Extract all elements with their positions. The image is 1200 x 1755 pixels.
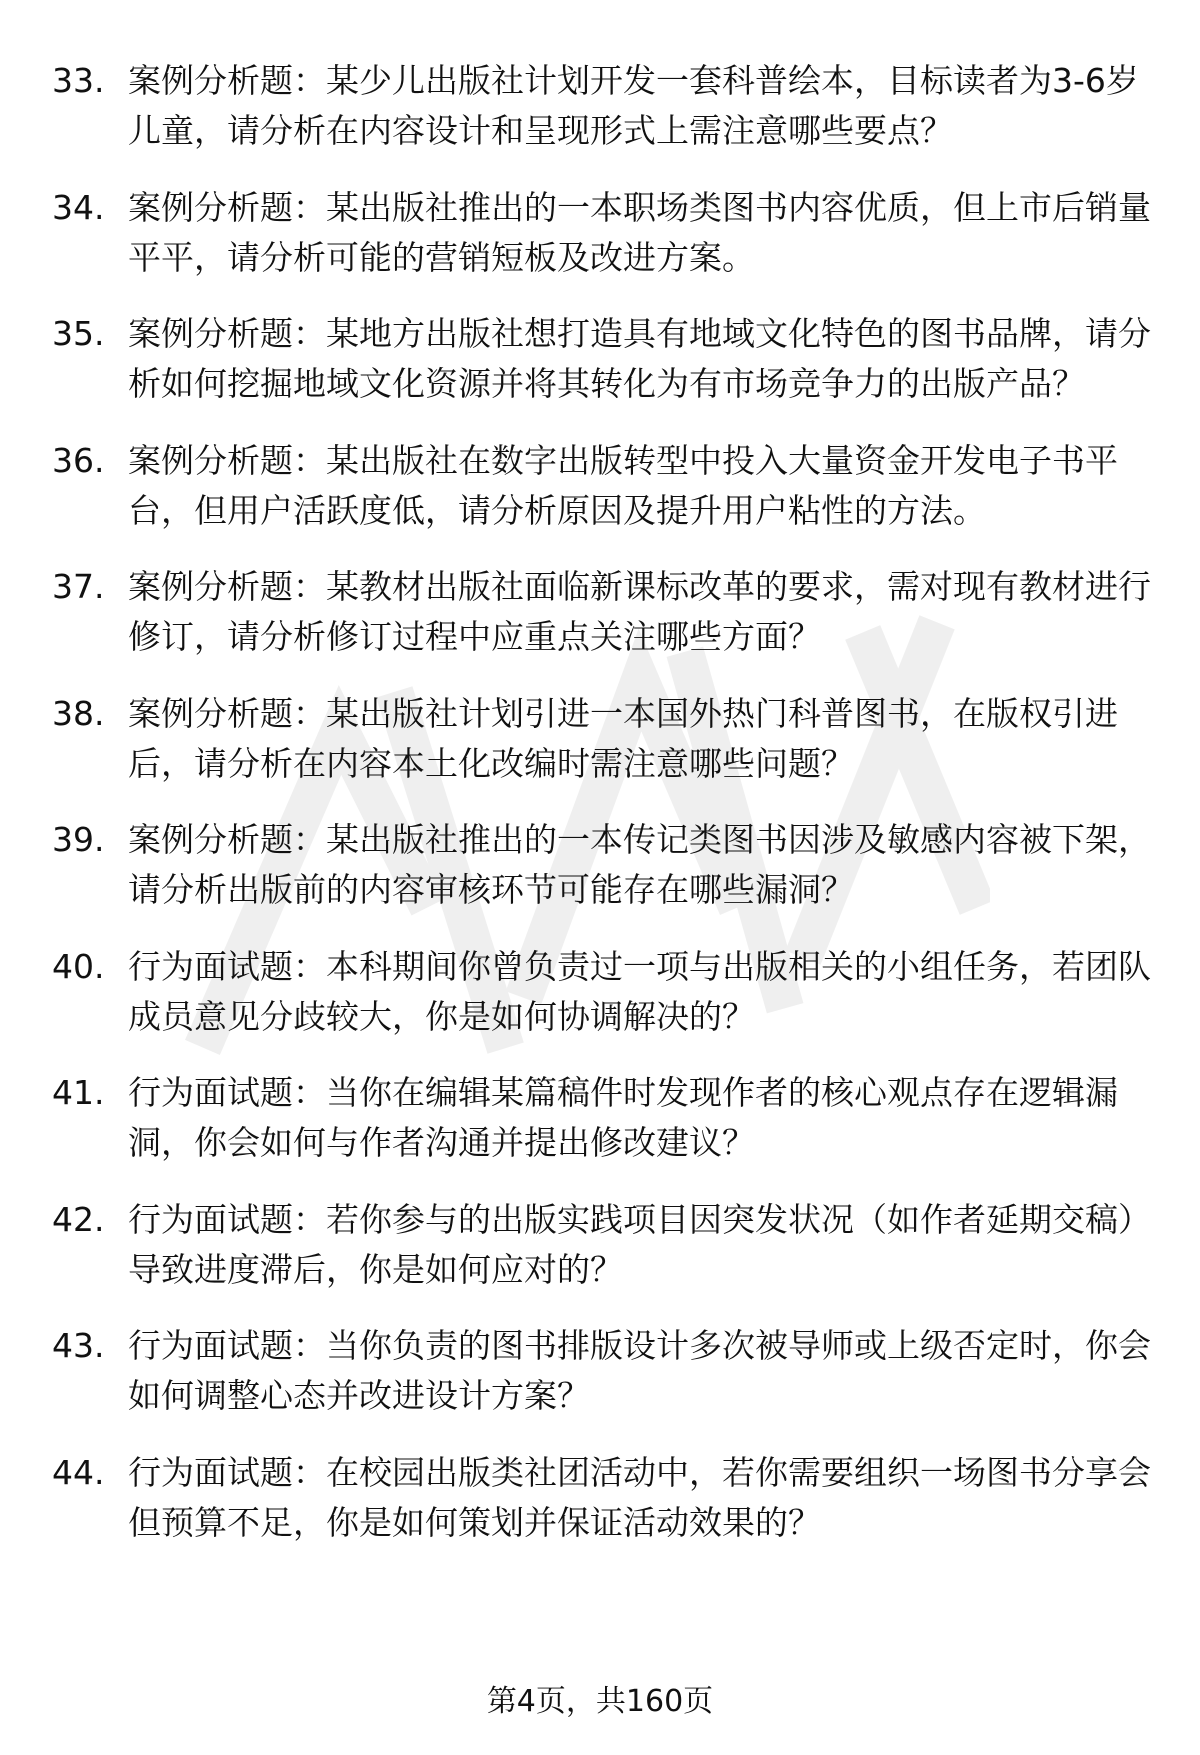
- question-text: 案例分析题：某出版社在数字出版转型中投入大量资金开发电子书平台，但用户活跃度低，请分析原因及提升用户粘性的方法。: [128, 440, 1118, 530]
- question-item: [52, 1195, 1152, 1295]
- question-text: 行为面试题：若你参与的出版实践项目因突发状况（如作者延期交稿）导致进度滞后，你是如何应对的？: [128, 1199, 1151, 1289]
- question-text: 案例分析题：某出版社计划引进一本国外热门科普图书，在版权引进后，请分析在内容本土化改编时需注意哪些问题？: [128, 693, 1118, 783]
- question-number: 43.: [52, 1326, 105, 1365]
- question-number: 35.: [52, 314, 105, 353]
- question-text: 行为面试题：在校园出版类社团活动中，若你需要组织一场图书分享会但预算不足，你是如何策划并保证活动效果的？: [128, 1452, 1151, 1542]
- question-item: [52, 815, 1152, 915]
- question-item: [52, 942, 1152, 1042]
- question-text: 案例分析题：某出版社推出的一本职场类图书内容优质，但上市后销量平平，请分析可能的营销短板及改进方案。: [128, 187, 1151, 277]
- question-number: 41.: [52, 1073, 105, 1112]
- question-text: 案例分析题：某少儿出版社计划开发一套科普绘本，目标读者为3-6岁儿童，请分析在内容设计和呈现形式上需注意哪些要点？: [128, 61, 1139, 150]
- page-number-footer: 第4页，共160页: [486, 1684, 714, 1719]
- question-number: 36.: [52, 440, 105, 480]
- question-number: 39.: [52, 820, 105, 859]
- question-number: 44.: [52, 1452, 105, 1492]
- question-number: 40.: [52, 946, 105, 986]
- question-text: 案例分析题：某地方出版社想打造具有地域文化特色的图书品牌，请分析如何挖掘地域文化资源并将其转化为有市场竞争力的出版产品？: [128, 314, 1151, 403]
- question-number: 38.: [52, 693, 105, 733]
- question-item: [52, 183, 1152, 283]
- question-number: 33.: [52, 61, 105, 100]
- question-number: 34.: [52, 187, 105, 227]
- question-item: [52, 689, 1152, 789]
- question-number: 37.: [52, 567, 105, 606]
- question-text: 案例分析题：某出版社推出的一本传记类图书因涉及敏感内容被下架，请分析出版前的内容审核环节可能存在哪些漏洞？: [128, 820, 1151, 909]
- question-item: [52, 309, 1152, 409]
- question-text: 行为面试题：当你负责的图书排版设计多次被导师或上级否定时，你会如何调整心态并改进设计方案？: [128, 1326, 1151, 1415]
- question-text: 行为面试题：当你在编辑某篇稿件时发现作者的核心观点存在逻辑漏洞，你会如何与作者沟通并提出修改建议？: [128, 1073, 1118, 1162]
- question-number: 42.: [52, 1199, 105, 1239]
- question-item: [52, 1321, 1152, 1421]
- question-text: 行为面试题：本科期间你曾负责过一项与出版相关的小组任务，若团队成员意见分歧较大，你是如何协调解决的？: [128, 946, 1151, 1036]
- question-item: [52, 562, 1152, 662]
- question-item: [52, 1068, 1152, 1168]
- question-item: [52, 436, 1152, 536]
- question-item: [52, 56, 1152, 156]
- question-text: 案例分析题：某教材出版社面临新课标改革的要求，需对现有教材进行修订，请分析修订过程中应重点关注哪些方面？: [128, 567, 1151, 656]
- question-item: [52, 1448, 1152, 1548]
- question-list: [52, 56, 1152, 1574]
